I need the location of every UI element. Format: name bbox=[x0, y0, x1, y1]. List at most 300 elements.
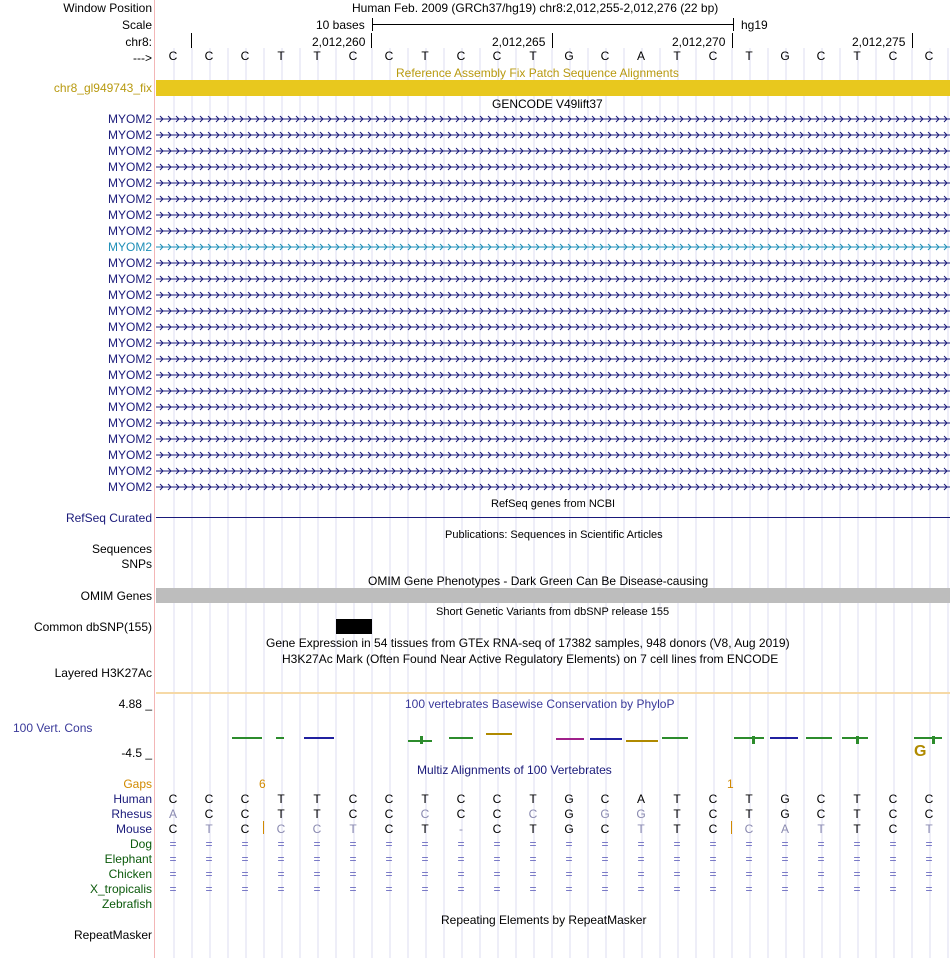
gencode-transcript-line[interactable] bbox=[156, 242, 950, 252]
alignment-base: = bbox=[529, 837, 537, 851]
alignment-base: C bbox=[528, 807, 538, 821]
alignment-base: = bbox=[745, 837, 753, 851]
alignment-base: T bbox=[205, 822, 213, 836]
alignment-base: = bbox=[421, 867, 429, 881]
phylop-score-mark bbox=[914, 737, 942, 739]
alignment-base: = bbox=[493, 882, 501, 896]
alignment-base: = bbox=[673, 867, 681, 881]
reference-base: C bbox=[492, 49, 502, 63]
alignment-base: = bbox=[349, 882, 357, 896]
ruler-position-3: 2,012,275 bbox=[852, 35, 906, 49]
alignment-base: = bbox=[313, 852, 321, 866]
alignment-base: C bbox=[312, 822, 322, 836]
alignment-base: = bbox=[925, 837, 933, 851]
alignment-base: = bbox=[565, 837, 573, 851]
alignment-base: = bbox=[241, 852, 249, 866]
scale-label: Scale bbox=[121, 18, 152, 32]
gencode-transcript-label[interactable]: MYOM2 bbox=[107, 352, 152, 366]
gencode-transcript-line[interactable] bbox=[156, 258, 950, 268]
fix-patch-track-label[interactable]: chr8_gl949743_fix bbox=[53, 81, 152, 95]
phylop-score-mark bbox=[486, 733, 512, 735]
phylop-track-label[interactable]: 100 Vert. Cons bbox=[13, 721, 93, 735]
h3k27ac-signal-baseline[interactable] bbox=[156, 692, 950, 694]
alignment-base: = bbox=[853, 852, 861, 866]
reference-base: C bbox=[168, 49, 178, 63]
alignment-base: = bbox=[529, 882, 537, 896]
scale-bar-left-tick bbox=[372, 18, 373, 31]
gencode-transcript-label[interactable]: MYOM2 bbox=[107, 384, 152, 398]
repeatmasker-track-title[interactable]: Repeating Elements by RepeatMasker bbox=[441, 913, 647, 927]
gencode-transcript-label[interactable]: MYOM2 bbox=[107, 208, 152, 222]
alignment-base: = bbox=[493, 867, 501, 881]
alignment-base: C bbox=[708, 807, 718, 821]
scale-bar bbox=[372, 24, 733, 25]
alignment-base: T bbox=[313, 792, 321, 806]
alignment-base: T bbox=[277, 807, 285, 821]
alignment-base: C bbox=[420, 807, 430, 821]
alignment-base: = bbox=[493, 837, 501, 851]
alignment-base: = bbox=[673, 837, 681, 851]
reference-base: C bbox=[708, 49, 718, 63]
gencode-transcript-line[interactable] bbox=[156, 274, 950, 284]
gencode-transcript-label[interactable]: MYOM2 bbox=[107, 288, 152, 302]
alignment-base: = bbox=[457, 882, 465, 896]
omim-track-label[interactable]: OMIM Genes bbox=[80, 589, 152, 603]
alignment-base: C bbox=[204, 792, 214, 806]
alignment-base: A bbox=[780, 822, 789, 836]
alignment-base: = bbox=[205, 852, 213, 866]
alignment-base: T bbox=[817, 822, 825, 836]
alignment-base: C bbox=[240, 822, 250, 836]
fix-patch-track-title[interactable]: Reference Assembly Fix Patch Sequence Alignments bbox=[396, 66, 679, 80]
reference-base: A bbox=[636, 49, 645, 63]
alignment-base: = bbox=[169, 837, 177, 851]
gencode-transcript-label[interactable]: MYOM2 bbox=[107, 144, 152, 158]
ruler-tick-3 bbox=[732, 33, 733, 48]
multiz-species-label[interactable]: Human bbox=[113, 792, 152, 806]
alignment-base: C bbox=[240, 792, 250, 806]
reference-base: C bbox=[348, 49, 358, 63]
alignment-base: T bbox=[421, 822, 429, 836]
alignment-base: C bbox=[348, 792, 358, 806]
alignment-base: = bbox=[781, 867, 789, 881]
gencode-transcript-label[interactable]: MYOM2 bbox=[107, 128, 152, 142]
alignment-base: = bbox=[745, 882, 753, 896]
alignment-base: T bbox=[277, 792, 285, 806]
phylop-score-mark bbox=[770, 737, 798, 739]
alignment-base: = bbox=[205, 882, 213, 896]
alignment-base: - bbox=[459, 822, 463, 836]
dbsnp-track-label[interactable]: Common dbSNP(155) bbox=[33, 620, 152, 634]
alignment-base: = bbox=[313, 882, 321, 896]
reference-base: T bbox=[421, 49, 429, 63]
scale-db-text: hg19 bbox=[741, 18, 768, 32]
ruler-tick-0 bbox=[191, 33, 192, 48]
alignment-base: C bbox=[384, 792, 394, 806]
gencode-transcript-label[interactable]: MYOM2 bbox=[107, 192, 152, 206]
multiz-species-label[interactable]: Rhesus bbox=[111, 807, 152, 821]
phylop-score-mark bbox=[449, 737, 473, 739]
alignment-base: = bbox=[817, 882, 825, 896]
alignment-base: = bbox=[889, 867, 897, 881]
alignment-base: = bbox=[313, 867, 321, 881]
multiz-species-label[interactable]: Mouse bbox=[115, 822, 152, 836]
h3k27ac-track-label[interactable]: Layered H3K27Ac bbox=[54, 666, 152, 680]
gtex-track-title[interactable]: Gene Expression in 54 tissues from GTEx RNA-seq of 17382 samples, 948 donors (V8, Aug 2019) bbox=[266, 636, 790, 650]
alignment-base: C bbox=[168, 822, 178, 836]
alignment-base: = bbox=[637, 852, 645, 866]
alignment-base: = bbox=[205, 867, 213, 881]
alignment-base: C bbox=[240, 807, 250, 821]
phylop-score-mark bbox=[276, 737, 284, 739]
alignment-base: G bbox=[780, 792, 790, 806]
alignment-base: C bbox=[744, 822, 754, 836]
alignment-base: T bbox=[673, 792, 681, 806]
gencode-transcript-line[interactable] bbox=[156, 162, 950, 172]
alignment-base: T bbox=[421, 792, 429, 806]
gencode-transcript-label[interactable]: MYOM2 bbox=[107, 448, 152, 462]
alignment-base: = bbox=[889, 852, 897, 866]
alignment-base: C bbox=[708, 822, 718, 836]
reference-base: C bbox=[924, 49, 934, 63]
alignment-base: T bbox=[673, 822, 681, 836]
gencode-transcript-label[interactable]: MYOM2 bbox=[107, 320, 152, 334]
gencode-transcript-label[interactable]: MYOM2 bbox=[107, 464, 152, 478]
ruler-position-2: 2,012,270 bbox=[672, 35, 726, 49]
alignment-base: = bbox=[925, 882, 933, 896]
alignment-base: = bbox=[781, 837, 789, 851]
alignment-base: A bbox=[168, 807, 177, 821]
gencode-transcript-label[interactable]: MYOM2 bbox=[107, 416, 152, 430]
multiz-gaps-label: Gaps bbox=[123, 777, 152, 791]
reference-base: T bbox=[529, 49, 537, 63]
alignment-base: = bbox=[889, 882, 897, 896]
alignment-base: = bbox=[385, 882, 393, 896]
alignment-base: C bbox=[888, 807, 898, 821]
alignment-base: = bbox=[313, 837, 321, 851]
alignment-base: = bbox=[925, 852, 933, 866]
alignment-base: = bbox=[277, 882, 285, 896]
phylop-score-mark bbox=[734, 737, 764, 739]
alignment-base: = bbox=[277, 867, 285, 881]
phylop-score-mark bbox=[842, 737, 868, 739]
alignment-base: = bbox=[421, 852, 429, 866]
gencode-transcript-label[interactable]: MYOM2 bbox=[107, 432, 152, 446]
alignment-base: = bbox=[493, 852, 501, 866]
alignment-base: = bbox=[349, 837, 357, 851]
alignment-base: T bbox=[745, 792, 753, 806]
alignment-base: T bbox=[853, 792, 861, 806]
gencode-transcript-label[interactable]: MYOM2 bbox=[107, 224, 152, 238]
alignment-base: = bbox=[637, 882, 645, 896]
alignment-base: = bbox=[817, 837, 825, 851]
gencode-transcript-line[interactable] bbox=[156, 402, 950, 412]
gencode-transcript-label[interactable]: MYOM2 bbox=[107, 480, 152, 494]
scale-bases-text: 10 bases bbox=[316, 18, 365, 32]
reference-base: T bbox=[277, 49, 285, 63]
phylop-logo-glyph: G bbox=[914, 743, 927, 760]
alignment-base: = bbox=[673, 882, 681, 896]
phylop-conservation-logo[interactable] bbox=[156, 728, 950, 760]
alignment-base: = bbox=[601, 837, 609, 851]
assembly-position-text: Human Feb. 2009 (GRCh37/hg19) chr8:2,012,255-2,012,276 (22 bp) bbox=[352, 1, 719, 15]
label-column-divider bbox=[154, 0, 155, 958]
alignment-base: = bbox=[781, 882, 789, 896]
alignment-base: C bbox=[348, 807, 358, 821]
fix-patch-alignment-bar[interactable] bbox=[156, 80, 950, 96]
publications-sequences-label[interactable]: Sequences bbox=[91, 542, 152, 556]
gencode-transcript-line[interactable] bbox=[156, 178, 950, 188]
phylop-track-title[interactable]: 100 vertebrates Basewise Conservation by PhyloP bbox=[405, 697, 675, 711]
alignment-base: T bbox=[745, 807, 753, 821]
alignment-base: C bbox=[456, 792, 466, 806]
h3k27ac-track-title[interactable]: H3K27Ac Mark (Often Found Near Active Regulatory Elements) on 7 cell lines from ENCODE bbox=[282, 652, 779, 666]
alignment-base: = bbox=[457, 867, 465, 881]
alignment-base: = bbox=[781, 852, 789, 866]
gap-count-mark: 6 bbox=[259, 777, 266, 791]
alignment-base: = bbox=[709, 837, 717, 851]
gencode-transcript-line[interactable] bbox=[156, 306, 950, 316]
phylop-score-mark bbox=[662, 737, 688, 739]
refseq-gene-line[interactable] bbox=[156, 517, 950, 518]
gencode-transcript-line[interactable] bbox=[156, 290, 950, 300]
alignment-base: = bbox=[565, 852, 573, 866]
alignment-base: = bbox=[817, 852, 825, 866]
alignment-base: = bbox=[241, 837, 249, 851]
alignment-base: = bbox=[421, 882, 429, 896]
alignment-base: = bbox=[673, 852, 681, 866]
gencode-transcript-label[interactable]: MYOM2 bbox=[107, 400, 152, 414]
gencode-transcript-line[interactable] bbox=[156, 418, 950, 428]
gencode-transcript-line[interactable] bbox=[156, 146, 950, 156]
gencode-transcript-line[interactable] bbox=[156, 322, 950, 332]
reference-base: C bbox=[888, 49, 898, 63]
alignment-base: = bbox=[457, 852, 465, 866]
alignment-base: = bbox=[457, 837, 465, 851]
gencode-transcript-label[interactable]: MYOM2 bbox=[107, 256, 152, 270]
omim-track-title[interactable]: OMIM Gene Phenotypes - Dark Green Can Be Disease-causing bbox=[368, 574, 709, 588]
alignment-base: G bbox=[564, 792, 574, 806]
alignment-base: = bbox=[241, 867, 249, 881]
alignment-base: C bbox=[924, 807, 934, 821]
ruler-position-0: 2,012,260 bbox=[312, 35, 366, 49]
alignment-base: = bbox=[745, 852, 753, 866]
alignment-base: C bbox=[708, 792, 718, 806]
reference-base: C bbox=[600, 49, 610, 63]
alignment-base: T bbox=[529, 822, 537, 836]
alignment-base: T bbox=[853, 807, 861, 821]
multiz-species-label[interactable]: Dog bbox=[129, 837, 152, 851]
alignment-base: = bbox=[565, 867, 573, 881]
phylop-score-mark bbox=[232, 737, 262, 739]
alignment-base: A bbox=[636, 792, 645, 806]
alignment-base: = bbox=[601, 882, 609, 896]
alignment-base: = bbox=[853, 882, 861, 896]
alignment-base: = bbox=[349, 867, 357, 881]
multiz-species-label[interactable]: Zebrafish bbox=[101, 897, 152, 911]
reference-base: G bbox=[780, 49, 790, 63]
gencode-transcript-line[interactable] bbox=[156, 450, 950, 460]
alignment-base: = bbox=[601, 852, 609, 866]
gap-count-mark: 1 bbox=[727, 777, 734, 791]
ruler-tick-4 bbox=[912, 33, 913, 48]
gencode-transcript-line[interactable] bbox=[156, 386, 950, 396]
alignment-base: = bbox=[817, 867, 825, 881]
alignment-base: T bbox=[925, 822, 933, 836]
alignment-base: = bbox=[925, 867, 933, 881]
reference-base: G bbox=[564, 49, 574, 63]
reference-base: T bbox=[853, 49, 861, 63]
reference-base: C bbox=[240, 49, 250, 63]
alignment-base: = bbox=[349, 852, 357, 866]
gencode-transcript-label[interactable]: MYOM2 bbox=[107, 368, 152, 382]
phylop-score-bar bbox=[420, 736, 423, 744]
phylop-score-bar bbox=[752, 736, 755, 744]
strand-arrow-label: ---> bbox=[133, 51, 152, 65]
alignment-base: G bbox=[600, 807, 610, 821]
alignment-base: = bbox=[601, 867, 609, 881]
gap-insertion-marker bbox=[731, 821, 732, 834]
reference-base: C bbox=[816, 49, 826, 63]
alignment-base: C bbox=[492, 822, 502, 836]
gencode-transcript-label[interactable]: MYOM2 bbox=[107, 176, 152, 190]
alignment-base: T bbox=[313, 807, 321, 821]
alignment-base: C bbox=[888, 822, 898, 836]
alignment-base: C bbox=[492, 807, 502, 821]
alignment-base: = bbox=[385, 867, 393, 881]
alignment-base: = bbox=[529, 867, 537, 881]
alignment-base: C bbox=[204, 807, 214, 821]
phylop-score-mark bbox=[806, 737, 832, 739]
alignment-base: = bbox=[889, 837, 897, 851]
alignment-base: = bbox=[853, 867, 861, 881]
alignment-base: T bbox=[529, 792, 537, 806]
gencode-transcript-line[interactable] bbox=[156, 338, 950, 348]
phylop-score-mark bbox=[590, 738, 622, 740]
multiz-track-title[interactable]: Multiz Alignments of 100 Vertebrates bbox=[417, 763, 612, 777]
alignment-base: = bbox=[241, 882, 249, 896]
alignment-base: C bbox=[456, 807, 466, 821]
gencode-transcript-line[interactable] bbox=[156, 466, 950, 476]
alignment-base: T bbox=[853, 822, 861, 836]
reference-base: C bbox=[456, 49, 466, 63]
alignment-base: = bbox=[709, 852, 717, 866]
gencode-transcript-label[interactable]: MYOM2 bbox=[107, 160, 152, 174]
multiz-species-label[interactable]: Chicken bbox=[108, 867, 152, 881]
alignment-base: C bbox=[816, 792, 826, 806]
multiz-species-label[interactable]: X_tropicalis bbox=[89, 882, 152, 896]
alignment-base: C bbox=[276, 822, 286, 836]
alignment-base: C bbox=[600, 792, 610, 806]
scale-bar-right-tick bbox=[733, 18, 734, 31]
alignment-base: = bbox=[529, 852, 537, 866]
dbsnp-variant-block[interactable] bbox=[336, 619, 372, 634]
ruler-tick-1 bbox=[371, 33, 372, 48]
window-position-label: Window Position bbox=[63, 1, 152, 15]
alignment-base: G bbox=[564, 822, 574, 836]
alignment-base: G bbox=[780, 807, 790, 821]
gencode-track-title[interactable]: GENCODE V49lift37 bbox=[492, 97, 603, 111]
alignment-base: C bbox=[816, 807, 826, 821]
alignment-base: = bbox=[565, 882, 573, 896]
alignment-base: T bbox=[673, 807, 681, 821]
alignment-base: T bbox=[637, 822, 645, 836]
alignment-base: G bbox=[564, 807, 574, 821]
alignment-base: C bbox=[384, 807, 394, 821]
alignment-base: = bbox=[853, 837, 861, 851]
alignment-base: = bbox=[637, 837, 645, 851]
alignment-base: C bbox=[384, 822, 394, 836]
alignment-base: T bbox=[349, 822, 357, 836]
ruler-position-1: 2,012,265 bbox=[492, 35, 546, 49]
gencode-transcript-line[interactable] bbox=[156, 370, 950, 380]
alignment-base: = bbox=[745, 867, 753, 881]
gencode-transcript-line[interactable] bbox=[156, 130, 950, 140]
alignment-base: = bbox=[169, 867, 177, 881]
alignment-base: C bbox=[492, 792, 502, 806]
repeatmasker-track-label[interactable]: RepeatMasker bbox=[73, 928, 152, 942]
refseq-track-label[interactable]: RefSeq Curated bbox=[65, 511, 152, 525]
phylop-score-mark bbox=[556, 738, 584, 740]
alignment-base: C bbox=[168, 792, 178, 806]
reference-base: C bbox=[384, 49, 394, 63]
alignment-base: = bbox=[421, 837, 429, 851]
reference-base: T bbox=[673, 49, 681, 63]
phylop-score-mark bbox=[626, 740, 658, 742]
multiz-species-label[interactable]: Elephant bbox=[104, 852, 152, 866]
dbsnp-track-title[interactable]: Short Genetic Variants from dbSNP release 155 bbox=[436, 606, 670, 618]
gencode-transcript-line[interactable] bbox=[156, 194, 950, 204]
reference-base: C bbox=[204, 49, 214, 63]
gencode-transcript-line[interactable] bbox=[156, 482, 950, 492]
alignment-base: C bbox=[924, 792, 934, 806]
gencode-transcript-label[interactable]: MYOM2 bbox=[107, 272, 152, 286]
phylop-max-label: 4.88 _ bbox=[118, 697, 152, 711]
alignment-base: = bbox=[637, 867, 645, 881]
gencode-transcript-line[interactable] bbox=[156, 434, 950, 444]
omim-gene-bar[interactable] bbox=[156, 588, 950, 603]
phylop-score-bar bbox=[932, 736, 935, 744]
alignment-base: = bbox=[169, 852, 177, 866]
phylop-score-mark bbox=[304, 737, 334, 739]
alignment-base: = bbox=[385, 852, 393, 866]
publications-snps-label[interactable]: SNPs bbox=[121, 557, 152, 571]
gencode-transcript-line[interactable] bbox=[156, 354, 950, 364]
gencode-transcript-line[interactable] bbox=[156, 226, 950, 236]
reference-base: T bbox=[745, 49, 753, 63]
alignment-base: = bbox=[205, 837, 213, 851]
gencode-transcript-label[interactable]: MYOM2 bbox=[107, 240, 152, 254]
refseq-track-title[interactable]: RefSeq genes from NCBI bbox=[491, 498, 616, 510]
phylop-score-bar bbox=[856, 736, 859, 744]
gencode-transcript-label[interactable]: MYOM2 bbox=[107, 112, 152, 126]
alignment-base: = bbox=[709, 867, 717, 881]
gencode-transcript-label[interactable]: MYOM2 bbox=[107, 304, 152, 318]
alignment-base: = bbox=[169, 882, 177, 896]
gencode-transcript-label[interactable]: MYOM2 bbox=[107, 336, 152, 350]
gencode-transcript-line[interactable] bbox=[156, 114, 950, 124]
publications-track-title[interactable]: Publications: Sequences in Scientific Articles bbox=[445, 529, 663, 541]
alignment-base: G bbox=[636, 807, 646, 821]
chromosome-label: chr8: bbox=[125, 35, 152, 49]
alignment-base: = bbox=[385, 837, 393, 851]
alignment-base: = bbox=[277, 852, 285, 866]
gencode-transcript-line[interactable] bbox=[156, 210, 950, 220]
ruler-tick-2 bbox=[552, 33, 553, 48]
reference-base: T bbox=[313, 49, 321, 63]
alignment-base: C bbox=[600, 822, 610, 836]
alignment-base: = bbox=[709, 882, 717, 896]
